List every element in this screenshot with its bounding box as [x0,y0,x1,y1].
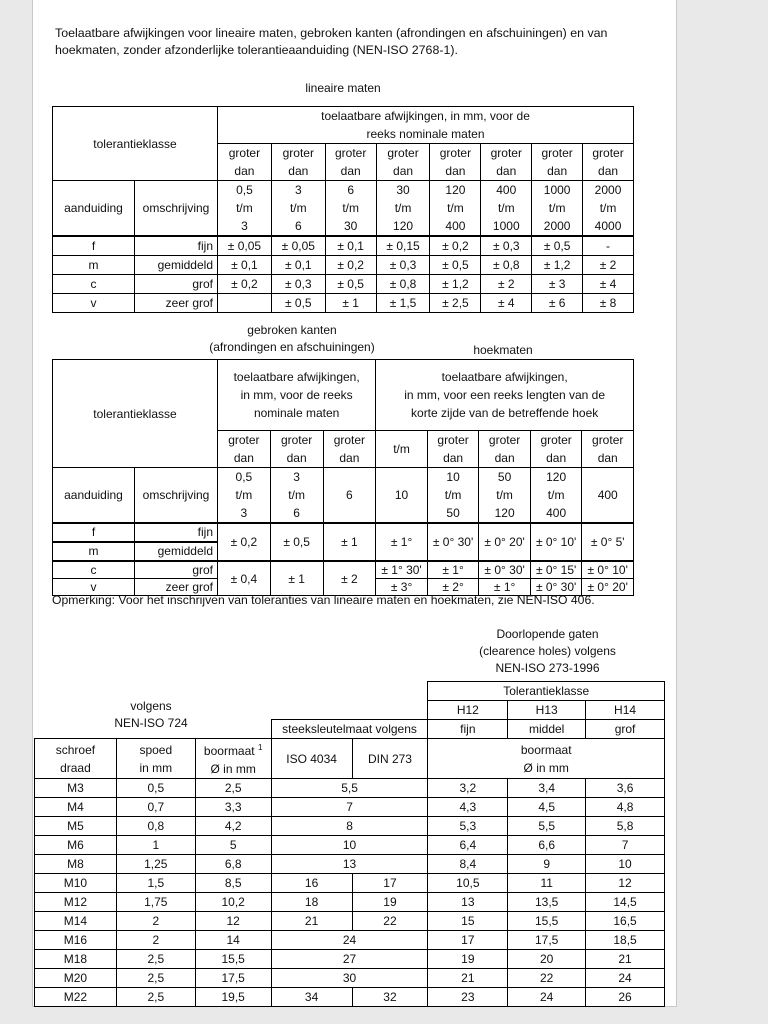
iso724-caption: volgens NEN-ISO 724 [114,699,188,730]
thread-rows [35,779,665,1007]
clearance-caption: Doorlopende gaten (clearence holes) volgens NEN-ISO 273-1996 [479,627,616,675]
row-f: f fijn ± 0,2 ± 0,5 ± 1 ± 1° ± 0° 30' ± 0° 20' ± 0° 10' ± 0° 5' [53,523,634,542]
hk-caption: hoekmaten [473,343,533,357]
tol-class-header: tolerantieklasse [53,107,218,181]
deviation-header: toelaatbare afwijkingen, in mm, voor de reeks nominale maten [218,107,634,144]
thread-row-M14: M14 2 12 21 22 15 15,5 16,5 [35,912,665,931]
linear-tolerance-table [52,106,634,313]
range-row-2: aanduiding omschrijving 0,5 t/m 3 3 t/m 6 6 10 10 t/m 50 50 t/m 120 120 t/m 400 400 [53,468,634,524]
thread-row-M3: M3 0,5 2,5 5,5 3,2 3,4 3,6 [35,779,665,798]
aanduiding-header: aanduiding [53,181,135,237]
thread-row-M10: M10 1,5 8,5 16 17 10,5 11 12 [35,874,665,893]
omschrijving-header: omschrijving [135,181,218,237]
row-m: m gemiddeld [53,542,634,561]
thread-row-M5: M5 0,8 4,2 8 5,3 5,5 5,8 [35,817,665,836]
row-c: c grof ± 0,4 ± 1 ± 2 ± 1° 30' ± 1° ± 0° 30' ± 0° 15' ± 0° 10' [53,561,634,579]
edges-angles-table [52,359,634,596]
thread-row-M4: M4 0,7 3,3 7 4,3 4,5 4,8 [35,798,665,817]
linear-row-v: v zeer grof ± 0,5 ± 1 ± 1,5 ± 2,5 ± 4 ± 6 ± 8 [53,294,634,313]
hk-deviation-header: toelaatbare afwijkingen, in mm, voor een reeks lengten van de korte zijde van de betreffende hoek [376,360,634,431]
row-v: v zeer grof ± 3° ± 2° ± 1° ± 0° 30' ± 0° 20' [53,579,634,596]
linear-rows [53,236,634,313]
groter-row: groter dan groter dan groter dan groter dan groter dan groter dan groter dan groter dan [53,144,634,181]
thread-row-M18: M18 2,5 15,5 27 19 20 21 [35,950,665,969]
note-text: Opmerking: Voor het inschrijven van toleranties van lineaire maten en hoekmaten, zie NEN-ISO 406. [52,593,595,607]
intro-text: Toelaatbare afwijkingen voor lineaire maten, gebroken kanten (afrondingen en afschuiningen) en van hoekmaten, zonder afzonderlijke tolerantieaanduiding (NEN-ISO 2768-1). [55,26,608,57]
column-header-row: schroef draad spoed in mm boormaat $^1$ Ø in mm ISO 4034 DIN 273 boormaat Ø in mm [35,739,665,779]
linear-row-m: m gemiddeld ± 0,1 ± 0,1 ± 0,2 ± 0,3 ± 0,5 ± 0,8 ± 1,2 ± 2 [53,256,634,275]
linear-caption: lineaire maten [305,81,381,95]
gk-deviation-header: toelaatbare afwijkingen, in mm, voor de reeks nominale maten [218,360,376,431]
linear-row-f: f fijn ± 0,05 ± 0,05 ± 0,1 ± 0,15 ± 0,2 ± 0,3 ± 0,5 - [53,236,634,256]
thread-row-M22: M22 2,5 19,5 34 32 23 24 26 [35,988,665,1007]
thread-row-M6: M6 1 5 10 6,4 6,6 7 [35,836,665,855]
sleutel-row: steeksleutelmaat volgens fijn middel grof [35,720,665,739]
range-row: aanduiding omschrijving 0,5 t/m 3 3 t/m 6 6 t/m 30 30 t/m 120 120 t/m 400 400 t/m 1000 1000 t/m 2000 2000 t/m 4000 [53,181,634,237]
linear-row-c: c grof ± 0,2 ± 0,3 ± 0,5 ± 0,8 ± 1,2 ± 2 ± 3 ± 4 [53,275,634,294]
thread-row-M8: M8 1,25 6,8 13 8,4 9 10 [35,855,665,874]
tol-klasse-row: Tolerantieklasse [35,682,665,701]
groter-row-2: groter dan groter dan groter dan t/m groter dan groter dan groter dan groter dan [53,431,634,468]
thread-row-M16: M16 2 14 24 17 17,5 18,5 [35,931,665,950]
thread-row-M20: M20 2,5 17,5 30 21 22 24 [35,969,665,988]
tol-class-header-2: tolerantieklasse [53,360,218,468]
h-class-row: H12 H13 H14 [35,701,665,720]
gk-caption: gebroken kanten (afrondingen en afschuiningen) [209,323,375,354]
thread-row-M12: M12 1,75 10,2 18 19 13 13,5 14,5 [35,893,665,912]
thread-table [34,681,665,1007]
